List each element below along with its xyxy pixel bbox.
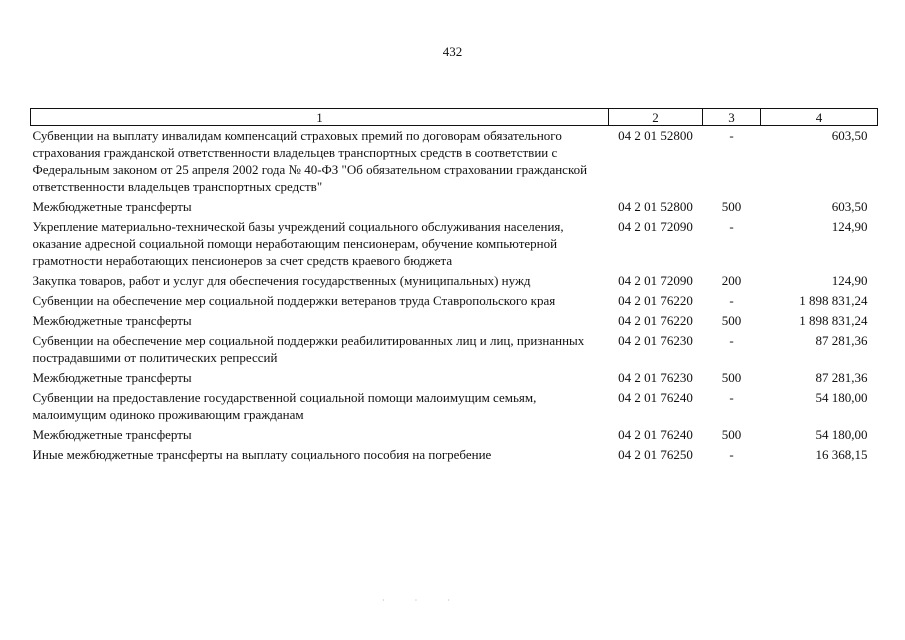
row-code: 04 2 01 76250 — [618, 447, 693, 462]
table-row — [31, 331, 878, 368]
row-type: 500 — [721, 370, 742, 385]
row-amount: 87 281,36 — [815, 333, 868, 348]
row-name: Межбюджетные трансферты — [32, 199, 192, 214]
row-type: 500 — [721, 313, 742, 328]
row-code: 04 2 01 52800 — [618, 199, 693, 214]
row-type: 500 — [721, 427, 742, 442]
row-code: 04 2 01 76220 — [618, 313, 693, 328]
row-amount: 124,90 — [831, 273, 868, 288]
header-col-type: 3 — [703, 109, 761, 126]
table-row — [31, 311, 878, 331]
header-row — [31, 109, 878, 126]
table-row — [31, 126, 878, 198]
table-row — [31, 425, 878, 445]
header-col-code: 2 — [609, 109, 703, 126]
row-code: 04 2 01 72090 — [618, 219, 693, 234]
row-type: - — [729, 293, 734, 308]
table-row — [31, 291, 878, 311]
row-amount: 124,90 — [831, 219, 868, 234]
table-row — [31, 217, 878, 271]
row-type: - — [729, 447, 734, 462]
row-code: 04 2 01 76240 — [618, 427, 693, 442]
row-name: Субвенции на обеспечение мер социальной поддержки ветеранов труда Ставропольского края — [32, 293, 556, 308]
table-row — [31, 368, 878, 388]
row-name: Межбюджетные трансферты — [32, 370, 192, 385]
row-name: Субвенции на выплату инвалидам компенсаций страховых премий по договорам обязательного страхования гражданской ответственности владельцев транспортных средств в соответствии с Федеральным законом от 25 апреля 2002 года № 40-ФЗ "Об обязательном страховании гражданской ответственности владельцев транспортных средств" — [32, 128, 588, 194]
row-type: - — [729, 390, 734, 405]
scan-specks: · · · — [382, 596, 464, 605]
table-row — [31, 445, 878, 465]
row-type: - — [729, 333, 734, 348]
row-code: 04 2 01 76220 — [618, 293, 693, 308]
row-code: 04 2 01 72090 — [618, 273, 693, 288]
row-amount: 603,50 — [831, 199, 868, 214]
row-type: - — [729, 128, 734, 143]
row-name: Субвенции на предоставление государственной социальной помощи малоимущим семьям, малоимущим одиноко проживающим гражданам — [32, 390, 537, 422]
row-code: 04 2 01 76240 — [618, 390, 693, 405]
row-name: Межбюджетные трансферты — [32, 313, 192, 328]
row-type: - — [729, 219, 734, 234]
row-amount: 1 898 831,24 — [799, 313, 868, 328]
table-row — [31, 271, 878, 291]
table-row — [31, 197, 878, 217]
row-type: 200 — [721, 273, 742, 288]
row-amount: 87 281,36 — [815, 370, 868, 385]
row-name: Закупка товаров, работ и услуг для обеспечения государственных (муниципальных) нужд — [32, 273, 531, 288]
row-amount: 16 368,15 — [815, 447, 868, 462]
row-name: Укрепление материально-технической базы учреждений социального обслуживания населения, оказание адресной социальной помощи неработающим пенсионерам, обучение компьютерной грамотности неработающих пенсионеров за счет средств краевого бюджета — [32, 219, 564, 268]
table-row — [31, 388, 878, 425]
row-code: 04 2 01 52800 — [618, 128, 693, 143]
row-name: Субвенции на обеспечение мер социальной поддержки реабилитированных лиц и лиц, признанных пострадавшими от политических репрессий — [32, 333, 585, 365]
row-amount: 1 898 831,24 — [799, 293, 868, 308]
row-name: Иные межбюджетные трансферты на выплату социального пособия на погребение — [32, 447, 492, 462]
row-amount: 54 180,00 — [815, 390, 868, 405]
budget-table — [30, 108, 878, 465]
row-type: 500 — [721, 199, 742, 214]
row-code: 04 2 01 76230 — [618, 333, 693, 348]
row-name: Межбюджетные трансферты — [32, 427, 192, 442]
row-code: 04 2 01 76230 — [618, 370, 693, 385]
header-col-name: 1 — [31, 109, 609, 126]
row-amount: 54 180,00 — [815, 427, 868, 442]
page-number: 432 — [442, 44, 463, 59]
row-amount: 603,50 — [831, 128, 868, 143]
header-col-amount: 4 — [761, 109, 878, 126]
